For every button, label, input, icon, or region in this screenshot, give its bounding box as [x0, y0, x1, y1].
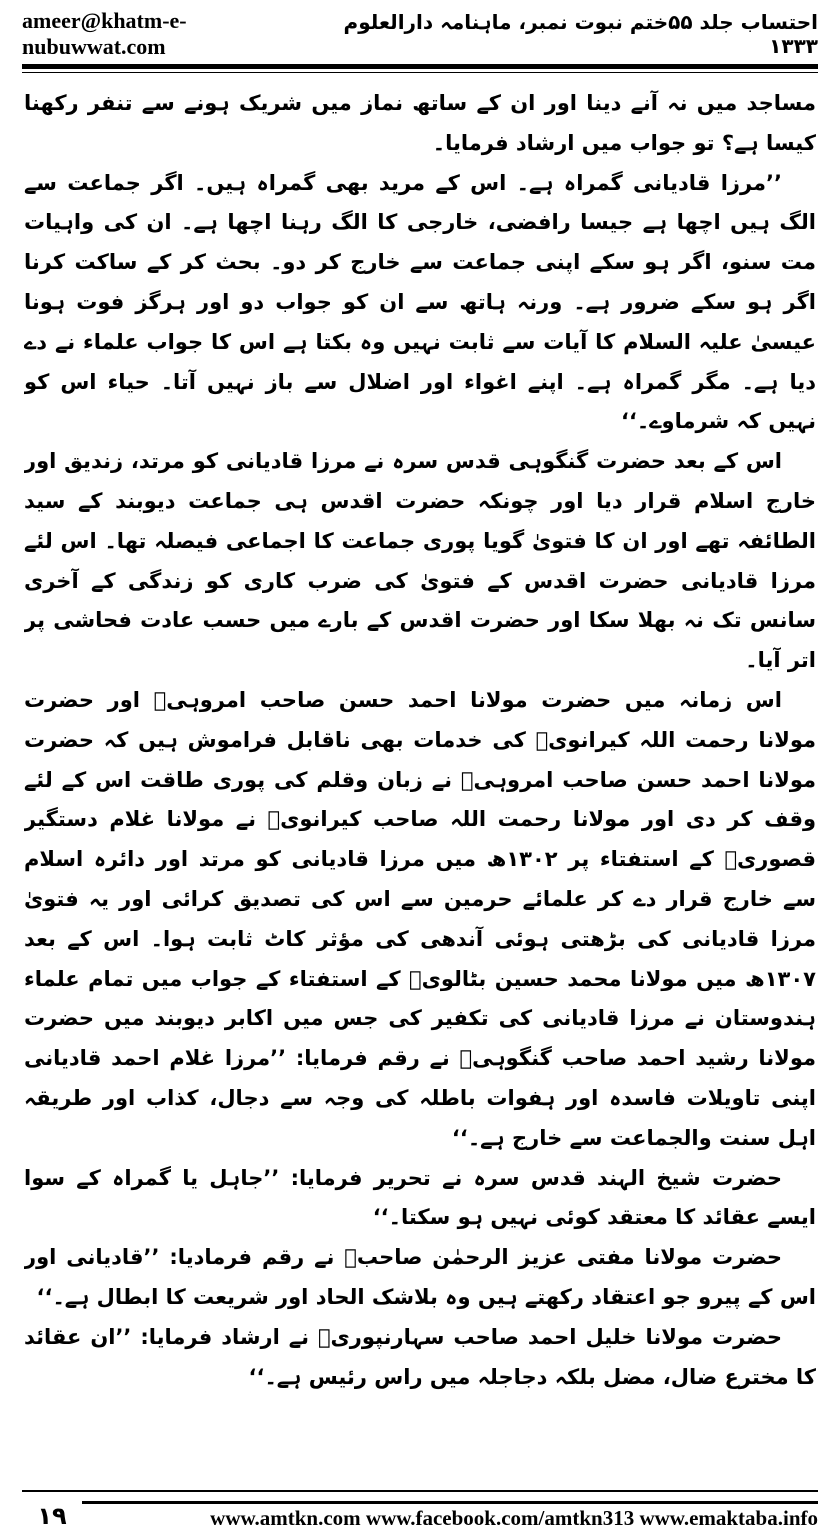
article-body [24, 84, 816, 1474]
paragraph: مساجد میں نہ آنے دینا اور ان کے ساتھ نماز میں شریک ہونے سے تنفر رکھنا کیسا ہے؟ تو جواب میں ارشاد فرمایا۔ [24, 91, 816, 155]
header-rule-thick [22, 64, 818, 69]
page-header [22, 10, 818, 58]
footer-rule [22, 1490, 818, 1492]
paragraph: اس زمانہ میں حضرت مولانا احمد حسن صاحب امروہیؒ اور حضرت مولانا رحمت اللہ کیرانویؒ کی خدمات بھی ناقابل فراموش ہیں کہ حضرت مولانا احمد حسن صاحب امروہیؒ نے زبان وقلم کی پوری طاقت اس کے لئے وقف کر دی اور مولانا رحمت اللہ صاحب کیرانویؒ نے مولانا غلام دستگیر قصوریؒ کے استفتاء پر ۱۳۰۲ھ میں مرزا قادیانی کو مرتد اور دائرہ اسلام سے خارج قرار دے کر علمائے حرمین سے اس کی تصدیق کرائی اور یہ فتویٰ مرزا قادیانی کی بڑھتی ہوئی آندھی کی مؤثر کاٹ ثابت ہوا۔ اس کے بعد ۱۳۰۷ھ میں مولانا محمد حسین بٹالویؒ کے استفتاء کے جواب میں تمام علماء ہندوستان نے مرزا قادیانی کی تکفیر کی جس میں اکابر دیوبند میں حضرت مولانا رشید احمد صاحب گنگوہیؒ نے رقم فرمایا: ’’مرزا غلام احمد قادیانی اپنی تاویلات فاسدہ اور ہفوات باطلہ کی وجہ سے دجال، کذاب اور طریقہ اہل سنت والجماعت سے خارج ہے۔‘‘ [24, 687, 816, 1150]
paragraph: اس کے بعد حضرت گنگوہی قدس سرہ نے مرزا قادیانی کو مرتد، زندیق اور خارج اسلام قرار دیا اور چونکہ حضرت اقدس ہی جماعت دیوبند کے سید الطائفہ تھے اور ان کا فتویٰ گویا پوری جماعت کا اجماعی فیصلہ تھا۔ اس لئے مرزا قادیانی حضرت اقدس کے فتویٰ کی ضرب کاری کو زندگی کے آخری سانس تک نہ بھلا سکا اور حضرت اقدس کے بارے میں حسب عادت فحاشی پر اتر آیا۔ [24, 449, 816, 673]
page-number: ۱۹ [37, 1502, 67, 1530]
footer-links: www.amtkn.com www.facebook.com/amtkn313 www.emaktaba.info [82, 1501, 818, 1531]
paragraph: حضرت مولانا مفتی عزیز الرحمٰن صاحبؒ نے رقم فرمادیا: ’’قادیانی اور اس کے پیرو جو اعتقاد رکھتے ہیں وہ بلاشک الحاد اور شریعت کا ابطال ہے۔‘‘ [24, 1245, 816, 1309]
header-title: احتساب جلد ۵۵ختم نبوت نمبر، ماہنامہ دارالعلوم ۱۳۳۳ [343, 10, 818, 58]
paragraph: حضرت شیخ الہند قدس سرہ نے تحریر فرمایا: ’’جاہل یا گمراہ کے سوا ایسے عقائد کا معتقد کوئی نہیں ہو سکتا۔‘‘ [24, 1165, 816, 1230]
header-rule-thin [22, 72, 818, 73]
header-email: ameer@khatm-e-nubuwwat.com [22, 8, 187, 59]
page-footer [22, 1498, 818, 1534]
paragraph: ’’مرزا قادیانی گمراہ ہے۔ اس کے مرید بھی گمراہ ہیں۔ اگر جماعت سے الگ ہیں اچھا ہے جیسا رافضی، خارجی کا الگ رہنا اچھا ہے۔ ان کی واہیات مت سنو، اگر ہو سکے اپنی جماعت سے خارج کر دو۔ بحث کر کے ساکت کرنا اگر ہو سکے ضرور ہے۔ ورنہ ہاتھ سے ان کو جواب دو اور ہرگز فوت ہونا عیسیٰ علیہ السلام کا آیات سے ثابت نہیں وہ بکتا ہے اس کا جواب علماء نے دے دیا ہے۔ مگر گمراہ ہے۔ اپنے اغواء اور اضلال سے باز نہیں آتا۔ حیاء اس کو نہیں کہ شرماوے۔‘‘ [24, 170, 816, 434]
paragraph: حضرت مولانا خلیل احمد صاحب سہارنپوریؒ نے ارشاد فرمایا: ’’ان عقائد کا مخترع ضال، مضل بلکہ دجاجلہ میں راس رئیس ہے۔‘‘ [24, 1324, 816, 1389]
